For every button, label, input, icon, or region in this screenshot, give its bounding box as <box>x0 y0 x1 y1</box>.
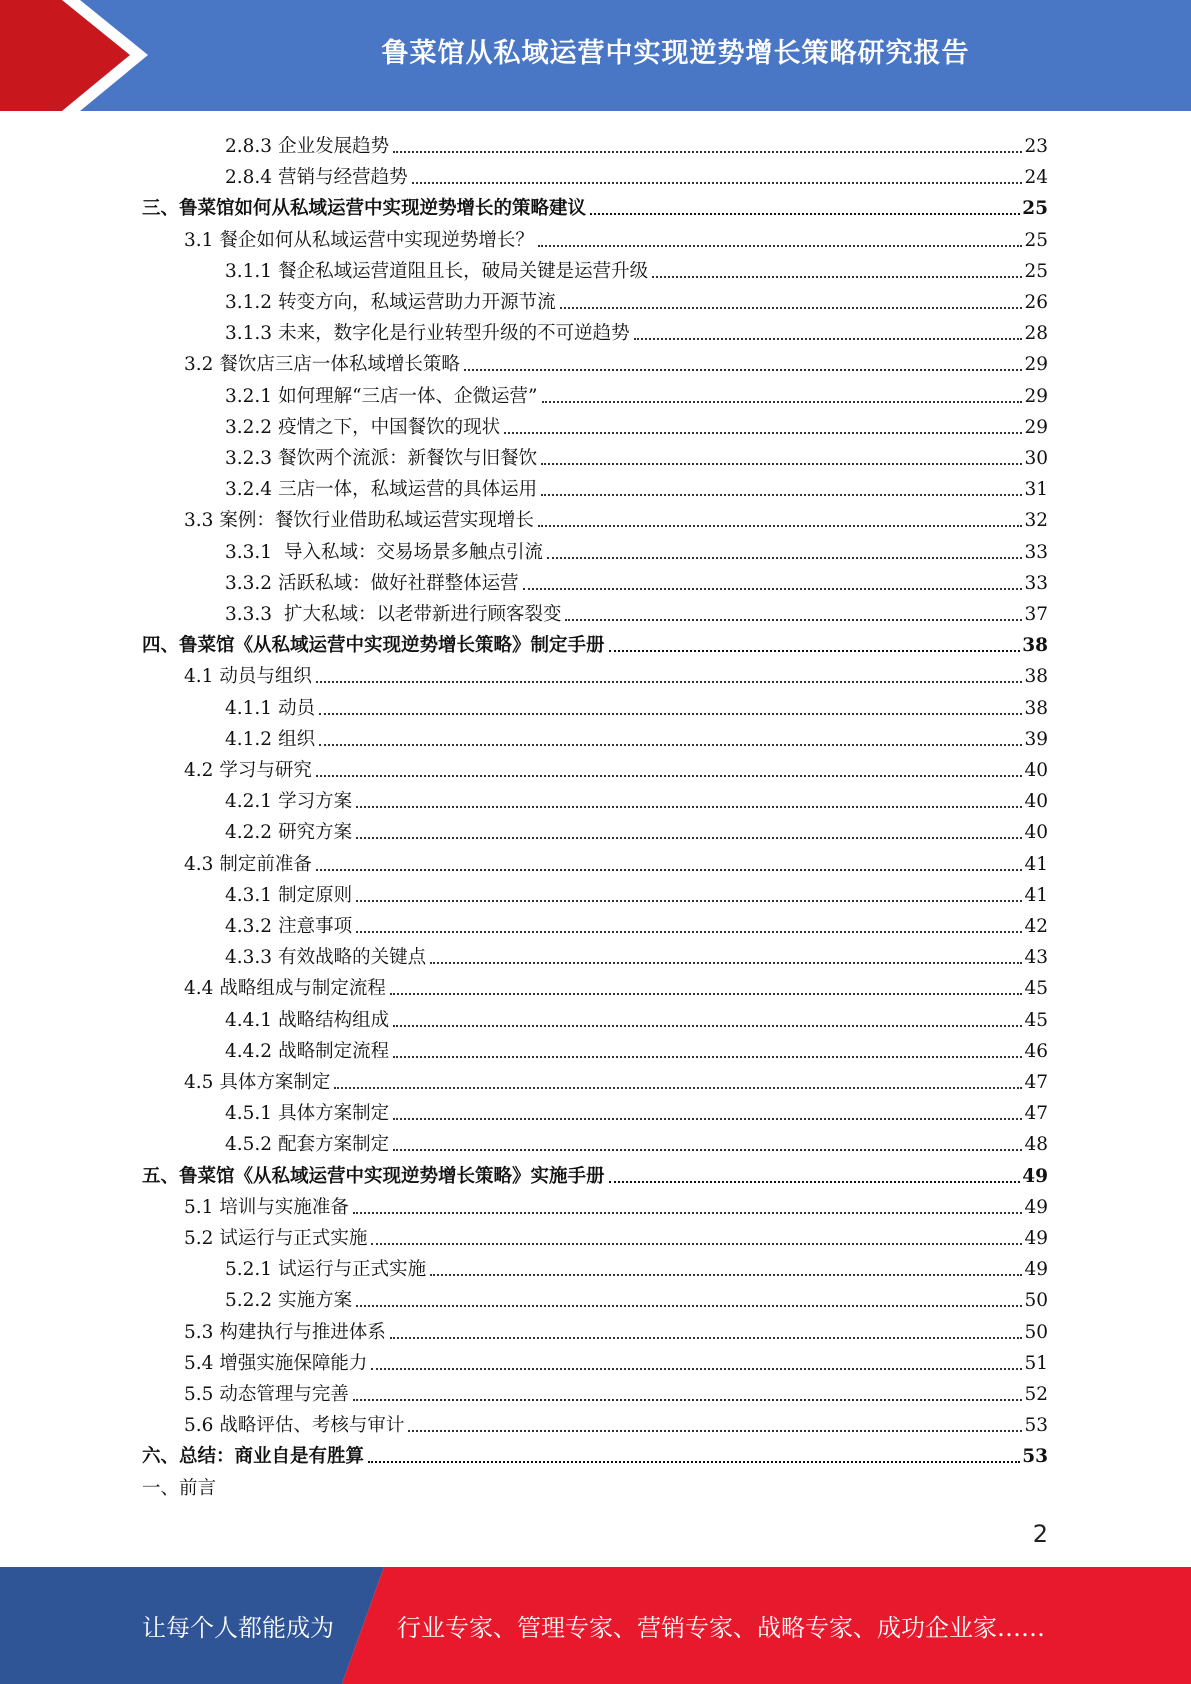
toc-dot-leader <box>560 307 1023 309</box>
toc-dot-leader <box>430 962 1022 964</box>
toc-entry-label <box>225 166 410 190</box>
toc-entry-number: 3.2.2 <box>225 416 273 438</box>
toc-entry[interactable] <box>225 1095 1048 1126</box>
toc-entry-label <box>225 697 317 721</box>
toc-entry-text: 试运行与正式实施 <box>219 1228 368 1249</box>
toc-dot-leader <box>590 213 1020 215</box>
toc-entry-label <box>142 1165 607 1189</box>
toc-dot-leader <box>565 619 1022 621</box>
toc-entry-text: 战略制定流程 <box>278 1040 390 1062</box>
toc-entry-page: 43 <box>1024 947 1048 969</box>
header-title: 鲁菜馆从私域运营中实现逆势增长策略研究报告 <box>381 37 970 69</box>
toc-entry-page: 25 <box>1024 260 1048 282</box>
toc-entry-text: 有效战略的关键点 <box>278 947 427 969</box>
toc-entry-page: 33 <box>1024 541 1048 563</box>
toc-entry[interactable] <box>225 440 1048 471</box>
toc-entry-number: 2.8.3 <box>225 136 273 157</box>
toc-dot-leader <box>393 1118 1022 1120</box>
toc-entry-page: 30 <box>1024 448 1048 469</box>
toc-entry-label <box>225 385 540 409</box>
toc-entry-label <box>184 509 536 533</box>
header-band <box>0 0 1191 111</box>
toc-entry-label <box>225 1009 391 1033</box>
toc-entry[interactable] <box>225 1282 1048 1313</box>
toc-entry-label <box>225 603 563 627</box>
toc-entry[interactable] <box>225 908 1048 939</box>
toc-dot-leader <box>353 1399 1023 1401</box>
toc-dot-leader <box>356 837 1022 839</box>
toc-entry-page: 29 <box>1024 416 1048 438</box>
toc-entry-page: 37 <box>1024 604 1048 625</box>
toc-entry[interactable] <box>225 1033 1048 1064</box>
toc-entry-number: 4.4.2 <box>225 1040 273 1062</box>
toc-entry-page: 40 <box>1024 822 1048 844</box>
toc-entry-label <box>225 946 428 970</box>
toc-entry-page: 29 <box>1024 385 1048 407</box>
toc-entry-text: 疫情之下，中国餐饮的现状 <box>278 416 501 438</box>
toc-entry-page: 50 <box>1024 1290 1048 1312</box>
toc-entry-number: 4.5.2 <box>225 1134 273 1156</box>
toc-entry[interactable] <box>225 814 1048 845</box>
toc-dot-leader <box>356 806 1022 808</box>
toc-entry-page: 33 <box>1024 572 1048 594</box>
toc-entry-text: 转变方向，私域运营助力开源节流 <box>278 292 556 313</box>
toc-entry-text: 战略组成与制定流程 <box>219 978 386 1000</box>
toc-entry-label <box>142 1445 366 1469</box>
toc-entry-page: 53 <box>1024 1415 1048 1437</box>
toc-entry-text: 未来，数字化是行业转型升级的不可逆趋势 <box>278 323 630 345</box>
footer-band <box>0 1567 1191 1684</box>
toc-dot-leader <box>542 401 1023 403</box>
toc-entry-label <box>142 197 588 221</box>
toc-entry[interactable] <box>225 1002 1048 1033</box>
toc-entry-number: 5.6 <box>184 1415 214 1437</box>
toc-entry-page: 40 <box>1024 791 1048 813</box>
toc-entry-label <box>184 1352 369 1376</box>
toc-entry-text: 学习方案 <box>278 791 353 813</box>
toc-entry-text: 战略结构组成 <box>278 1009 390 1031</box>
toc-entry-label <box>225 572 521 596</box>
toc-entry-text: 培训与实施准备 <box>219 1196 349 1218</box>
toc-entry-page: 29 <box>1024 354 1048 376</box>
toc-entry-text: 动员与组织 <box>219 666 312 688</box>
toc-entry-label <box>184 1321 388 1345</box>
toc-dot-leader <box>609 1181 1021 1183</box>
toc-entry-label <box>225 1289 354 1313</box>
toc-dot-leader <box>393 1025 1022 1027</box>
toc-entry-text: 企业发展趋势 <box>278 136 390 157</box>
toc-entry-page: 51 <box>1024 1352 1048 1374</box>
toc-entry-label <box>184 1414 406 1438</box>
toc-entry[interactable] <box>184 1064 1048 1095</box>
toc-entry[interactable] <box>184 1407 1048 1438</box>
toc-entry-page: 50 <box>1024 1321 1048 1343</box>
toc-entry-text: 如何理解“三店一体、企微运营” <box>278 385 538 407</box>
toc-entry-page: 25 <box>1024 229 1048 251</box>
toc-dot-leader <box>390 993 1023 995</box>
toc-entry-page: 28 <box>1024 323 1048 345</box>
toc-entry-label <box>225 1102 391 1126</box>
toc-entry-number: 5.1 <box>184 1196 214 1218</box>
toc-entry-label <box>184 1383 351 1407</box>
toc-entry-number: 4.2.1 <box>225 791 273 813</box>
toc-entry[interactable] <box>184 1314 1048 1345</box>
toc-entry-page: 38 <box>1024 697 1048 719</box>
toc-entry-label <box>225 884 354 908</box>
toc-entry-text: 导入私域：交易场景多触点引流 <box>278 541 543 563</box>
toc-entry-label <box>225 260 650 284</box>
toc-entry[interactable] <box>184 1220 1048 1251</box>
toc-entry-text: 案例：餐饮行业借助私域运营实现增长 <box>219 510 534 532</box>
toc-entry-number: 4.3.1 <box>225 884 273 906</box>
toc-entry[interactable] <box>184 222 1048 253</box>
toc-entry-text: 餐饮店三店一体私域增长策略 <box>219 354 460 376</box>
toc-entry-number: 3.3 <box>184 510 214 532</box>
toc-entry-text: 餐企私域运营道阻且长，破局关键是运营升级 <box>278 260 649 282</box>
toc-entry-page: 47 <box>1024 1103 1048 1125</box>
toc-entry[interactable] <box>142 190 1048 221</box>
toc-dot-leader <box>319 713 1022 715</box>
toc-dot-leader <box>408 1430 1022 1432</box>
toc-dot-leader <box>412 182 1023 184</box>
toc-entry-page: 42 <box>1024 916 1048 937</box>
toc-entry[interactable] <box>184 846 1048 877</box>
toc-entry-text: 三、鲁菜馆如何从私域运营中实现逆势增长的策略建议 <box>142 198 587 220</box>
toc-dot-leader <box>316 775 1023 777</box>
toc-entry-label <box>225 135 391 159</box>
toc-entry-page: 23 <box>1024 136 1048 157</box>
toc-entry-page: 53 <box>1022 1446 1048 1468</box>
toc-entry-number: 4.4.1 <box>225 1009 273 1031</box>
toc-entry[interactable] <box>225 877 1048 908</box>
toc-entry-page: 26 <box>1024 292 1048 313</box>
toc-entry-label <box>184 229 536 253</box>
toc-entry[interactable] <box>142 1438 1048 1469</box>
toc-dot-leader <box>523 588 1023 590</box>
toc-entry-page: 31 <box>1024 479 1048 501</box>
toc-entry-text: 餐饮两个流派：新餐饮与旧餐饮 <box>278 448 538 469</box>
toc-entry-label <box>225 416 502 440</box>
toc-dot-leader <box>356 931 1022 933</box>
toc-entry-number: 2.8.4 <box>225 167 273 189</box>
toc-entry-text: 注意事项 <box>278 916 353 937</box>
toc-entry[interactable] <box>225 159 1048 190</box>
toc-entry[interactable] <box>225 939 1048 970</box>
toc-entry-text: 试运行与正式实施 <box>278 1259 427 1281</box>
toc-dot-leader <box>353 1212 1023 1214</box>
toc-dot-leader <box>371 1243 1022 1245</box>
toc-entry-page: 39 <box>1024 728 1048 750</box>
toc-entry-number: 3.2.4 <box>225 479 273 501</box>
toc-entry-text: 具体方案制定 <box>219 1072 331 1093</box>
toc-entry[interactable] <box>225 721 1048 752</box>
toc-entry[interactable] <box>142 627 1048 658</box>
toc-dot-leader <box>538 525 1023 527</box>
toc-dot-leader <box>356 900 1022 902</box>
toc-entry-text: 研究方案 <box>278 822 353 844</box>
toc-entry[interactable] <box>142 1470 1048 1501</box>
toc-dot-leader <box>390 1337 1023 1339</box>
toc-entry-number: 4.1.1 <box>225 697 273 719</box>
toc-entry-page: 24 <box>1024 167 1048 189</box>
toc-entry[interactable] <box>225 378 1048 409</box>
toc-dot-leader <box>652 276 1022 278</box>
toc-dot-leader <box>504 432 1022 434</box>
toc-entry-number: 5.4 <box>184 1352 214 1374</box>
toc-entry-text: 餐企如何从私域运营中实现逆势增长？ <box>219 229 534 251</box>
toc-entry-text: 四、鲁菜馆《从私域运营中实现逆势增长策略》制定手册 <box>142 635 605 657</box>
toc-dot-leader <box>464 369 1023 371</box>
toc-entry[interactable] <box>225 534 1048 565</box>
toc-entry[interactable] <box>225 409 1048 440</box>
toc-entry-number: 3.2.1 <box>225 385 273 407</box>
toc-entry[interactable] <box>225 565 1048 596</box>
toc-entry-text: 动态管理与完善 <box>219 1384 349 1405</box>
toc-entry[interactable] <box>225 690 1048 721</box>
toc-dot-leader <box>356 1305 1022 1307</box>
toc-dot-leader <box>541 494 1022 496</box>
toc-entry-number: 3.2.3 <box>225 448 273 469</box>
toc-entry-text: 具体方案制定 <box>278 1103 390 1125</box>
toc-entry-number: 5.2.1 <box>225 1259 273 1281</box>
toc-entry-number: 5.2.2 <box>225 1290 273 1312</box>
toc-entry-label <box>225 821 354 845</box>
toc-entry-page: 47 <box>1024 1072 1048 1093</box>
toc-entry-page: 38 <box>1024 666 1048 688</box>
toc-dot-leader <box>368 1461 1020 1463</box>
toc-entry-label <box>225 790 354 814</box>
toc-entry-number: 3.1.1 <box>225 260 273 282</box>
toc-entry-number: 4.3.2 <box>225 916 273 937</box>
toc-entry-text: 组织 <box>278 728 316 750</box>
toc-entry-text: 活跃私域：做好社群整体运营 <box>278 572 519 594</box>
toc-entry-label <box>225 291 558 315</box>
toc-entry-label <box>184 1196 351 1220</box>
toc-entry-page: 48 <box>1024 1134 1048 1156</box>
toc-entry-page: 38 <box>1022 635 1048 657</box>
toc-dot-leader <box>371 1368 1022 1370</box>
toc-entry-label <box>184 665 314 689</box>
toc-entry-text: 营销与经营趋势 <box>278 167 408 189</box>
toc-dot-leader <box>541 463 1022 465</box>
toc-dot-leader <box>316 681 1023 683</box>
toc-entry-label <box>184 759 314 783</box>
toc-dot-leader <box>319 744 1022 746</box>
toc-entry-page: 25 <box>1022 198 1048 220</box>
toc-entry-text: 配套方案制定 <box>278 1134 390 1156</box>
toc-entry-number: 3.2 <box>184 354 214 376</box>
toc-entry-page: 32 <box>1024 510 1048 532</box>
toc-entry-text: 制定前准备 <box>219 853 312 875</box>
toc-dot-leader <box>538 245 1023 247</box>
toc-entry-text: 五、鲁菜馆《从私域运营中实现逆势增长策略》实施手册 <box>142 1165 605 1187</box>
toc-entry-number: 3.1 <box>184 229 214 251</box>
toc-dot-leader <box>430 1274 1022 1276</box>
toc-entry[interactable] <box>184 346 1048 377</box>
toc-dot-leader <box>609 650 1021 652</box>
toc-entry-text: 动员 <box>278 697 316 719</box>
toc-dot-leader <box>393 1149 1022 1151</box>
toc-entry-label <box>225 541 545 565</box>
toc-entry-label <box>225 1040 391 1064</box>
toc-entry[interactable] <box>142 1158 1048 1189</box>
toc-entry-label <box>184 977 388 1001</box>
toc-entry[interactable] <box>184 752 1048 783</box>
toc-entry-page: 45 <box>1024 978 1048 1000</box>
toc-entry-number: 3.1.3 <box>225 323 273 345</box>
toc-entry-label <box>225 915 354 939</box>
toc-entry-label <box>142 634 607 658</box>
toc-entry-page: 49 <box>1024 1196 1048 1218</box>
toc-entry-text: 制定原则 <box>278 884 353 906</box>
toc-entry-page: 52 <box>1024 1384 1048 1405</box>
toc-entry-text: 学习与研究 <box>219 760 312 781</box>
toc-dot-leader <box>393 151 1022 153</box>
toc-entry-label <box>184 1227 369 1251</box>
toc-entry-label <box>142 1477 218 1501</box>
toc-entry-text: 一、前言 <box>142 1477 217 1499</box>
toc-entry-number: 3.3.2 <box>225 572 273 594</box>
toc-entry-page: 41 <box>1024 853 1048 875</box>
toc-entry[interactable] <box>225 1126 1048 1157</box>
toc-entry[interactable] <box>184 1376 1048 1407</box>
toc-entry-number: 5.2 <box>184 1228 214 1249</box>
page-number: 2 <box>1032 1520 1048 1548</box>
toc-dot-leader <box>547 557 1022 559</box>
toc-entry[interactable] <box>225 253 1048 284</box>
toc-entry-label <box>184 1071 332 1095</box>
toc-entry-page: 40 <box>1024 760 1048 781</box>
toc-entry-number: 4.1.2 <box>225 728 273 750</box>
footer-slogan-right: 行业专家、管理专家、营销专家、战略专家、成功企业家…… <box>397 1614 1045 1642</box>
toc-entry-label <box>184 853 314 877</box>
toc-entry-text: 实施方案 <box>278 1290 353 1312</box>
toc-entry-text: 三店一体，私域运营的具体运用 <box>278 479 538 501</box>
toc-entry-number: 4.5.1 <box>225 1103 273 1125</box>
toc-entry-label <box>225 1258 428 1282</box>
toc-entry-page: 45 <box>1024 1009 1048 1031</box>
toc-dot-leader <box>334 1087 1022 1089</box>
toc-entry-label <box>225 728 317 752</box>
toc-dot-leader <box>634 338 1023 340</box>
toc-entry[interactable] <box>225 284 1048 315</box>
toc-entry-page: 46 <box>1024 1040 1048 1062</box>
toc-entry[interactable] <box>184 1189 1048 1220</box>
toc-entry[interactable] <box>184 970 1048 1001</box>
toc-entry-number: 3.3.1 <box>225 541 273 563</box>
toc-entry[interactable] <box>184 502 1048 533</box>
toc-entry-number: 4.5 <box>184 1072 214 1093</box>
toc-entry-number: 4.3 <box>184 853 214 875</box>
toc-entry-page: 41 <box>1024 884 1048 906</box>
toc-entry-number: 4.4 <box>184 978 214 1000</box>
toc-entry-page: 49 <box>1024 1228 1048 1249</box>
toc-entry-label <box>184 353 462 377</box>
toc-entry[interactable] <box>184 658 1048 689</box>
toc-entry-number: 4.3.3 <box>225 947 273 969</box>
toc-entry-text: 扩大私域：以老带新进行顾客裂变 <box>278 604 562 625</box>
toc-entry-label <box>225 447 539 471</box>
toc-entry[interactable] <box>225 315 1048 346</box>
toc-entry-text: 构建执行与推进体系 <box>219 1321 386 1343</box>
toc-entry-number: 4.2.2 <box>225 822 273 844</box>
toc-entry-page: 49 <box>1024 1259 1048 1281</box>
toc-entry-number: 5.5 <box>184 1384 214 1405</box>
toc-entry-label <box>225 478 539 502</box>
toc-entry-page: 49 <box>1022 1165 1048 1187</box>
toc-entry-text: 战略评估、考核与审计 <box>219 1415 405 1437</box>
toc-entry-label <box>225 1133 391 1157</box>
toc-dot-leader <box>393 1056 1022 1058</box>
footer-slogan-left: 让每个人都能成为 <box>142 1614 334 1642</box>
toc-entry[interactable] <box>184 1345 1048 1376</box>
toc-entry-number: 3.3.3 <box>225 604 273 625</box>
toc-entry-text: 六、总结：商业自是有胜算 <box>142 1446 365 1468</box>
toc-dot-leader <box>316 869 1023 871</box>
toc-entry[interactable] <box>225 783 1048 814</box>
toc-entry[interactable] <box>225 1251 1048 1282</box>
toc-entry-number: 5.3 <box>184 1321 214 1343</box>
toc-entry-text: 增强实施保障能力 <box>219 1352 368 1374</box>
toc-entry-label <box>225 322 632 346</box>
toc-entry-number: 4.2 <box>184 760 214 781</box>
toc-entry-number: 3.1.2 <box>225 292 273 313</box>
toc-entry[interactable] <box>225 128 1048 159</box>
toc-entry[interactable] <box>225 596 1048 627</box>
toc-entry-number: 4.1 <box>184 666 214 688</box>
toc-entry[interactable] <box>225 471 1048 502</box>
